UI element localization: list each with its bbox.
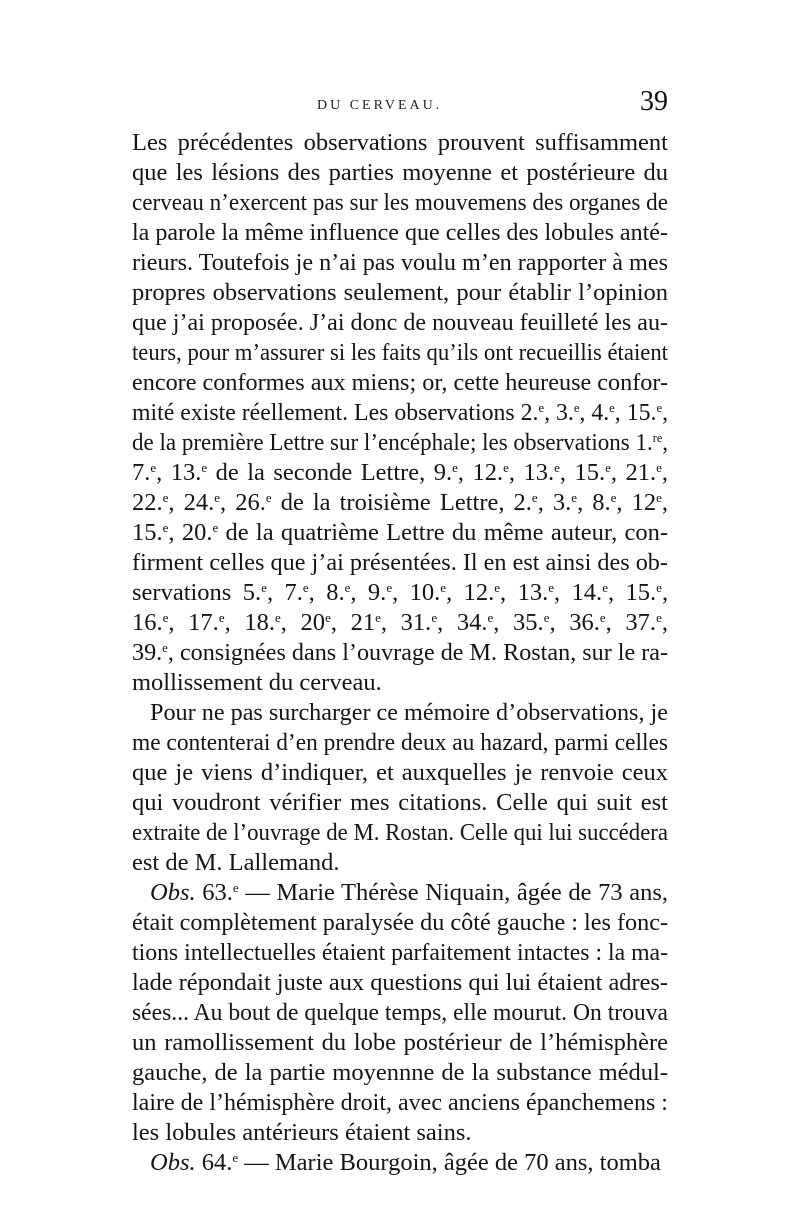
text-segment: mollissement du cerveau.	[132, 669, 382, 696]
text-segment: 15.	[132, 519, 163, 546]
text-segment: extraite de l’ouvrage de M. Rostan. Celle qui lui succédera	[132, 819, 669, 846]
text-segment: , 15.	[614, 399, 657, 426]
text-segment: , 18.	[224, 609, 275, 636]
text-segment: , 35.	[493, 609, 544, 636]
text-segment: , 8.	[577, 489, 611, 516]
text-segment: 39.	[132, 639, 163, 666]
superscript: e	[656, 610, 662, 625]
text-segment: , 7.	[266, 579, 303, 606]
text-segment: , 13.	[156, 459, 202, 486]
superscript: e	[325, 610, 331, 625]
text-line	[132, 218, 668, 248]
text-segment: , consignées dans l’ouvrage de M. Rostan, sur le ra-	[167, 639, 669, 666]
superscript: e	[344, 580, 351, 595]
text-line	[132, 758, 668, 788]
text-segment: laire de l’hémisphère droit, avec anciens épanchemens :	[132, 1089, 668, 1116]
superscript: e	[452, 460, 458, 475]
text-line	[132, 278, 668, 308]
text-segment: , 15.	[559, 459, 606, 486]
text-segment: , 8.	[308, 579, 345, 606]
superscript: e	[538, 400, 545, 415]
superscript: e	[162, 610, 169, 625]
superscript: e	[609, 400, 615, 415]
text-line	[132, 158, 668, 188]
text-segment: 16.	[132, 609, 163, 636]
text-segment: tions intellectuelles étaient parfaitement intactes : la ma-	[132, 939, 668, 966]
superscript: e	[494, 580, 501, 595]
text-segment: me contenterai d’en prendre deux au hazard, parmi celles	[132, 729, 668, 756]
text-line	[132, 908, 668, 938]
superscript: re	[652, 430, 663, 445]
text-segment: , 14.	[554, 579, 603, 606]
text-line	[132, 1118, 472, 1148]
superscript: e	[531, 490, 538, 505]
superscript: e	[656, 400, 663, 415]
superscript: e	[543, 610, 550, 625]
superscript: e	[554, 460, 560, 475]
text-segment: que j’ai proposée. J’ai donc de nouveau feuilleté les au-	[132, 309, 668, 336]
text-segment: , 21.	[610, 459, 657, 486]
text-line	[132, 638, 668, 668]
superscript: e	[656, 490, 662, 505]
superscript: e	[212, 520, 219, 535]
text-segment: firment celles que j’ai présentées. Il en est ainsi des ob-	[132, 549, 668, 576]
superscript: e	[440, 580, 447, 595]
text-segment: de la troisième Lettre, 2.	[271, 489, 532, 516]
text-line	[132, 668, 382, 698]
text-segment: , 3.	[544, 399, 574, 426]
text-segment: , 20.	[168, 519, 213, 546]
text-segment: 7.	[132, 459, 151, 486]
text-segment: propres observations seulement, pour établir l’opinion	[132, 279, 669, 306]
text-line	[132, 848, 340, 878]
text-segment: qui voudront vérifier mes citations. Celle qui suit est	[132, 789, 668, 816]
text-segment: , 34.	[437, 609, 488, 636]
text-segment: ,	[662, 429, 669, 456]
italic-text: Obs.	[150, 1149, 196, 1176]
superscript: e	[214, 490, 221, 505]
text-segment: — Marie Bourgoin, âgée de 70 ans, tomba	[238, 1149, 661, 1176]
text-segment: 22.	[132, 489, 163, 516]
text-segment: gauche, de la partie moyennne de la substance médul-	[132, 1059, 669, 1086]
text-segment: ,	[661, 579, 669, 606]
superscript: e	[275, 610, 281, 625]
text-segment: , 3.	[537, 489, 572, 516]
text-segment: rieurs. Toutefois je n’ai pas voulu m’en rapporter à mes	[132, 249, 668, 276]
text-segment: , 12.	[446, 579, 495, 606]
text-line	[132, 338, 668, 368]
text-segment: , 37.	[605, 609, 657, 636]
text-segment: , 21	[330, 609, 376, 636]
text-segment: les lobules antérieurs étaient sains.	[132, 1119, 472, 1146]
text-segment: teurs, pour m’assurer si les faits qu’ils ont recueillis étaient	[132, 339, 668, 366]
superscript: e	[201, 460, 208, 475]
superscript: e	[386, 580, 393, 595]
superscript: e	[232, 880, 239, 895]
text-segment: que les lésions des parties moyenne et postérieure du	[132, 159, 669, 186]
superscript: e	[656, 460, 662, 475]
text-line	[132, 608, 668, 638]
text-line	[132, 788, 668, 818]
text-segment: , 4.	[579, 399, 610, 426]
text-segment: 63.	[195, 879, 233, 906]
text-segment: , 12	[616, 489, 657, 516]
text-segment: cerveau n’exercent pas sur les mouvemens des organes de	[132, 189, 669, 216]
text-segment: , 36.	[549, 609, 600, 636]
text-segment: , 12.	[457, 459, 504, 486]
text-segment: la parole la même influence que celles des lobules anté-	[132, 219, 668, 246]
text-line	[132, 248, 668, 278]
text-segment: mité existe réellement. Les observations 2.	[132, 399, 539, 426]
superscript: e	[573, 400, 580, 415]
superscript: e	[162, 490, 169, 505]
superscript: e	[265, 490, 272, 505]
superscript: e	[656, 580, 662, 595]
superscript: e	[218, 610, 225, 625]
superscript: e	[150, 460, 157, 475]
text-line	[132, 1088, 668, 1118]
text-segment: ,	[662, 399, 669, 426]
italic-text: Obs.	[150, 879, 196, 906]
text-line	[132, 458, 668, 488]
text-line	[150, 1148, 661, 1178]
text-segment: , 24.	[168, 489, 215, 516]
text-segment: de la première Lettre sur l’encéphale; les observations 1.	[132, 429, 653, 456]
text-line	[132, 488, 668, 518]
text-segment: , 17.	[168, 609, 219, 636]
text-segment: — Marie Thérèse Niquain, âgée de 73 ans,	[238, 879, 668, 906]
text-line	[132, 518, 668, 548]
text-segment: , 13.	[508, 459, 555, 486]
text-line	[132, 998, 668, 1028]
text-segment: , 26.	[220, 489, 266, 516]
text-segment: encore conformes aux miens; or, cette heureuse confor-	[132, 369, 669, 396]
text-segment: ,	[661, 459, 669, 486]
text-segment: , 13.	[500, 579, 549, 606]
text-line	[132, 548, 668, 578]
superscript: e	[232, 1150, 239, 1165]
text-line	[132, 188, 668, 218]
text-segment: de la seconde Lettre, 9.	[207, 459, 453, 486]
text-line	[132, 938, 668, 968]
text-segment: , 10.	[392, 579, 441, 606]
page-header	[0, 86, 800, 130]
text-segment: , 9.	[350, 579, 387, 606]
text-segment: est de M. Lallemand.	[132, 849, 340, 876]
text-segment: lade répondait juste aux questions qui lui étaient adres-	[132, 969, 669, 996]
superscript: e	[571, 490, 578, 505]
text-line	[132, 728, 668, 758]
text-segment: ,	[661, 609, 668, 636]
superscript: e	[599, 610, 606, 625]
superscript: e	[261, 580, 267, 595]
superscript: e	[503, 460, 509, 475]
text-segment: Pour ne pas surcharger ce mémoire d’observations, je	[150, 699, 668, 726]
text-segment: , 15.	[607, 579, 657, 606]
text-segment: un ramollissement du lobe postérieur de l’hémisphère	[132, 1029, 669, 1056]
text-segment: de la quatrième Lettre du même auteur, con-	[218, 519, 669, 546]
superscript: e	[162, 640, 168, 655]
text-line	[132, 1028, 668, 1058]
text-segment: ,	[661, 489, 669, 516]
superscript: e	[610, 490, 617, 505]
superscript: e	[605, 460, 611, 475]
text-segment: Les précédentes observations prouvent suffisamment	[132, 129, 668, 156]
text-line	[132, 308, 668, 338]
page-number: 39	[640, 86, 668, 117]
running-head: DU CERVEAU.	[317, 98, 443, 113]
text-line	[150, 878, 668, 908]
superscript: e	[302, 580, 309, 595]
text-line	[150, 698, 668, 728]
text-segment: , 31.	[380, 609, 432, 636]
text-line	[132, 968, 668, 998]
text-line	[132, 368, 668, 398]
text-line	[132, 428, 668, 458]
text-line	[132, 818, 668, 848]
superscript: e	[602, 580, 608, 595]
text-segment: que je viens d’indiquer, et auxquelles je renvoie ceux	[132, 759, 669, 786]
superscript: e	[431, 610, 438, 625]
superscript: e	[162, 520, 169, 535]
text-segment: était complètement paralysée du côté gauche : les fonc-	[132, 909, 669, 936]
text-segment: , 20	[280, 609, 326, 636]
superscript: e	[375, 610, 381, 625]
text-segment: 64.	[195, 1149, 233, 1176]
superscript: e	[548, 580, 554, 595]
text-segment: servations 5.	[132, 579, 262, 606]
superscript: e	[487, 610, 494, 625]
text-segment: sées... Au bout de quelque temps, elle mourut. On trouva	[132, 999, 668, 1026]
text-line	[132, 398, 668, 428]
text-line	[132, 1058, 668, 1088]
text-line	[132, 128, 668, 158]
text-line	[132, 578, 668, 608]
